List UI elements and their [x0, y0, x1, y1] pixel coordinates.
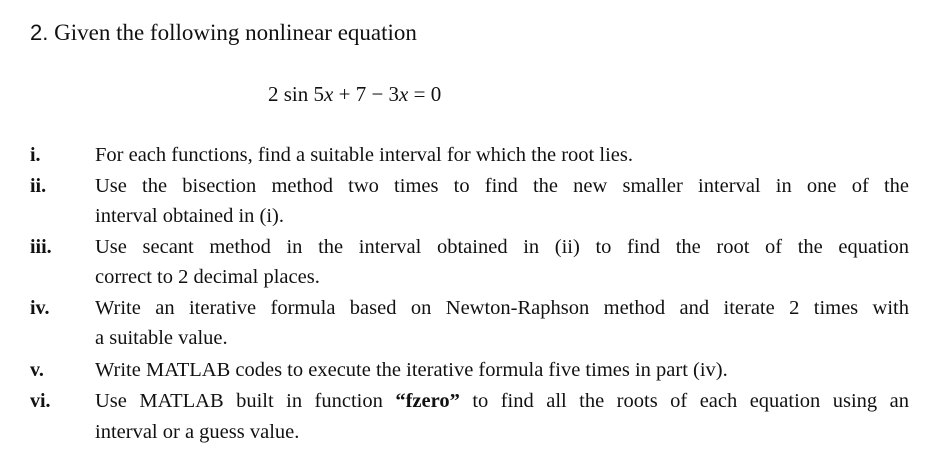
item-line: Write MATLAB codes to execute the iterative formula five times in part (iv).	[95, 359, 728, 381]
item-line: Use the bisection method two times to find the new smaller interval in one of the	[95, 174, 909, 197]
item-line: For each functions, find a suitable interval for which the root lies.	[95, 144, 633, 166]
equation-coef2: 3	[388, 82, 400, 106]
item-line-post: to find all the roots of each equation using an	[459, 390, 909, 412]
item-text	[95, 140, 909, 171]
item-text	[95, 232, 909, 293]
fzero-keyword: “fzero”	[395, 390, 460, 412]
equation-const: 7	[355, 82, 367, 106]
equation-func: sin	[283, 82, 309, 106]
question-intro: Given the following nonlinear equation	[54, 20, 417, 45]
item-line: a suitable value.	[95, 327, 228, 349]
item-marker: v.	[30, 359, 44, 381]
equation-rhs: 0	[430, 82, 442, 106]
item-text	[95, 355, 909, 386]
item-marker: ii.	[30, 174, 47, 197]
item-marker: iii.	[30, 235, 52, 258]
item-text	[95, 386, 909, 447]
equation-coef1: 2	[268, 82, 279, 106]
equation-minus: −	[371, 82, 384, 106]
item-text	[95, 293, 909, 354]
item-line	[95, 386, 909, 417]
item-marker: iv.	[30, 296, 50, 319]
equation-plus: +	[338, 82, 351, 106]
item-line: Use secant method in the interval obtained in (ii) to find the root of the equation	[95, 235, 909, 258]
item-marker: vi.	[30, 390, 51, 412]
equation-equals: =	[413, 82, 426, 106]
question-number: 2.	[30, 20, 49, 45]
item-line: interval obtained in (i).	[95, 205, 284, 227]
item-line: correct to 2 decimal places.	[95, 266, 320, 288]
item-text	[95, 171, 909, 232]
equation-arg-num: 5	[313, 82, 325, 106]
item-line: Write an iterative formula based on Newton-Raphson method and iterate 2 times with	[95, 296, 909, 319]
question-heading	[30, 18, 417, 48]
item-line: interval or a guess value.	[95, 420, 300, 443]
item-marker: i.	[30, 144, 41, 166]
equation	[268, 80, 441, 108]
equation-var2: x	[399, 82, 409, 106]
equation-arg-var: x	[324, 82, 334, 106]
item-line-pre: Use MATLAB built in function	[95, 390, 396, 412]
